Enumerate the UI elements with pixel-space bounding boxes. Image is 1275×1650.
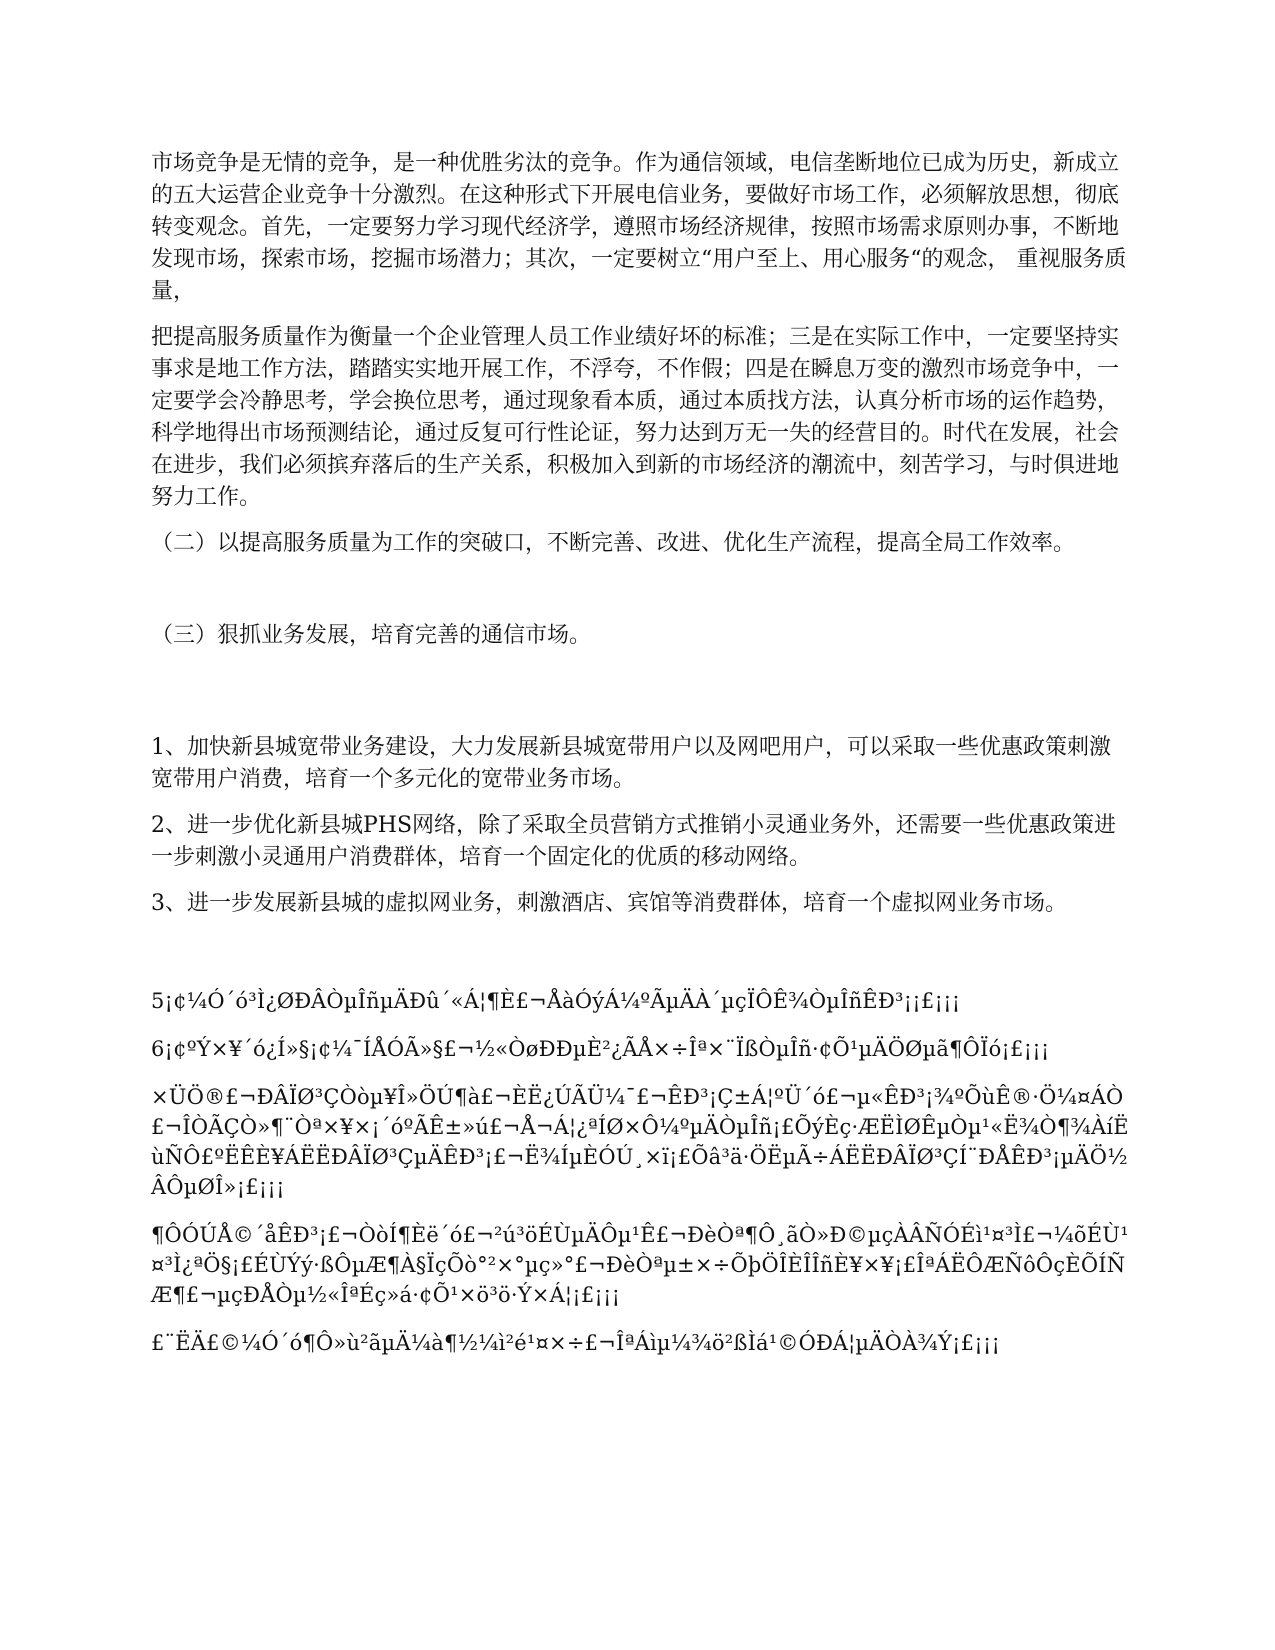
paragraph-market-competition: 市场竞争是无情的竞争，是一种优胜劣汰的竞争。作为通信领域，电信垄断地位已成为历史，新成立的五大运营企业竞争十分激烈。在这种形式下开展电信业务，要做好市场工作，必须解放思想，彻底转变观念。首先，一定要努力学习现代经济学，遵照市场经济规律，按照市场需求原则办事，不断地发现市场，探索市场，挖掘市场潜力；其次，一定要树立“用户至上、用心服务“的观念， 重视服务质量， <box>151 151 1127 304</box>
document-page <box>151 148 1131 1376</box>
garbled-paragraph: £¨ËÄ£©¼Ó´ó¶Ô»ù²ãµÄ¼à¶½¼ì²é¹¤×÷£¬ÎªÁìµ¼¾ö²ßÌá¹©ÓÐÁ¦µÄÒÀ¾Ý¡£¡¡¡ <box>151 1331 1001 1355</box>
list-item-virtual-network: 3、进一步发展新县城的虚拟网业务，刺激酒店、宾馆等消费群体，培育一个虚拟网业务市场。 <box>151 891 1068 916</box>
garbled-paragraph: 6¡¢ºÝ×¥´ó¿Í»§¡¢¼¯ÍÅÓÃ»§£¬½«ÒøÐÐµÈ²¿ÃÅ×÷Îª×¨ÏßÒµÎñ·¢Õ¹µÄÖØµã¶ÔÏó¡£¡¡¡ <box>151 1037 1050 1061</box>
list-item-phs-network: 2、进一步优化新县城PHS网络，除了采取全员营销方式推销小灵通业务外，还需要一些优惠政策进一步刺激小灵通用户消费群体，培育一个固定化的优质的移动网络。 <box>151 813 1117 870</box>
garbled-paragraph: ¶ÔÓÚÅ©´åÊÐ³¡£¬ÒòÍ¶Èë´ó£¬²ú³öÉÙµÄÔµ¹Ê£¬ÐèÒª¶Ô¸ãÒ»Ð©µçÀÂÑÓÉì¹¤³Ì£¬¼õÉÙ¹¤³Ì¿ªÖ§¡£ÉÙÝý·ßÔµÆ¶À§ÏçÕò°²×°µç»°£¬ÐèÒªµ±×÷ÕþÖÎÈÎÎñÈ¥×¥¡£ÎªÁËÔÆÑôÔçÈÕÍÑÆ¶£¬µçÐÅÒµ½«ÎªÉç»á·¢Õ¹×ö³ö·Ý×Á¦¡£¡¡¡ <box>151 1223 1129 1307</box>
list-item-broadband: 1、加快新县城宽带业务建设，大力发展新县城宽带用户以及网吧用户，可以采取一些优惠政策刺激宽带用户消费，培育一个多元化的宽带业务市场。 <box>151 735 1112 792</box>
section-heading-three: （三）狠抓业务发展，培育完善的通信市场。 <box>151 623 592 648</box>
section-heading-two: （二）以提高服务质量为工作的突破口，不断完善、改进、优化生产流程，提高全局工作效率。 <box>151 531 1076 556</box>
garbled-paragraph: 5¡¢¼Ó´ó³Ì¿ØÐÂÒµÎñµÄÐû´«Á¦¶È£¬ÅàÓýÁ¼ºÃµÄÀ´µçÏÔÊ¾ÒµÎñÊÐ³¡¡£¡¡¡ <box>151 989 961 1013</box>
garbled-paragraph: ×ÜÖ®£¬ÐÂÏØ³ÇÒòµ¥Î»ÖÚ¶à£¬ÈË¿ÚÃÜ¼¯£¬ÊÐ³¡Ç±Á¦ºÜ´ó£¬µ«ÊÐ³¡¾ºÕùÊ®·Ö¼¤ÁÒ£¬ÎÒÃÇÒ»¶¨Òª×¥×¡´óºÃÊ±»ú£¬Å¬Á¦¿ªÍØ×Ô¼ºµÄÒµÎñ¡£ÕýÈç·ÆËÌØÊµÒµ¹«Ë¾Ò¶¾ÀíËùÑÔ£ºËÊÈ¥ÁËËÐÂÏØ³ÇµÄÊÐ³¡£¬Ë¾ÍµÈÓÚ¸×ï¡£Õâ³ä·ÖËµÃ÷ÁËËÐÂÏØ³ÇÍ¨ÐÅÊÐ³¡µÄÖ½ÂÔµØÎ»¡£¡¡¡ <box>151 1085 1129 1199</box>
paragraph-service-quality: 把提高服务质量作为衡量一个企业管理人员工作业绩好坏的标准；三是在实际工作中，一定要坚持实事求是地工作方法，踏踏实实地开展工作，不浮夸，不作假；四是在瞬息万变的激烈市场竞争中，一定要学会冷静思考，学会换位思考，通过现象看本质，通过本质找方法，认真分析市场的运作趋势，科学地得出市场预测结论，通过反复可行性论证，努力达到万无一失的经营目的。时代在发展，社会在进步，我们必须摈弃落后的生产关系，积极加入到新的市场经济的潮流中，刻苦学习，与时俱进地努力工作。 <box>151 325 1120 510</box>
